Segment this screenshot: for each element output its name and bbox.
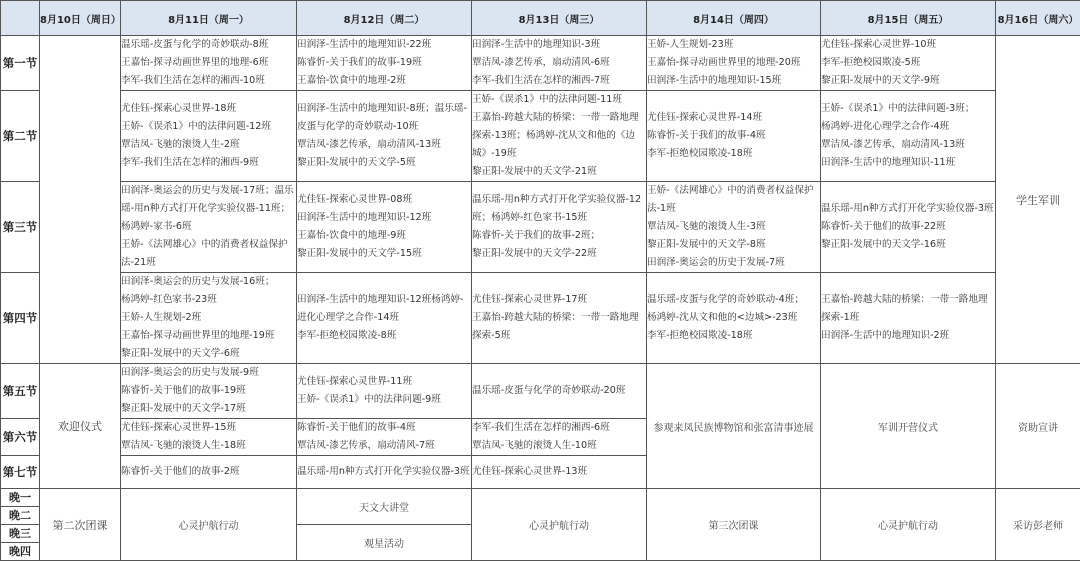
evening-period-label: 晚四 <box>1 543 40 561</box>
lesson-entry: 黎正阳-发展中的天文学-5班 <box>297 154 471 172</box>
period-row-3 <box>1 182 1080 273</box>
schedule-cell-p1-wed <box>472 36 647 91</box>
lesson-entry: 尤佳钰-探索心灵世界-10班 <box>821 36 995 54</box>
wednesday-evening: 心灵护航行动 <box>472 489 647 561</box>
saturday-military-training: 学生军训 <box>996 36 1080 364</box>
lesson-entry: 黎正阳-发展中的天文学-15班 <box>297 245 471 263</box>
lesson-entry: 李军-拒绝校园欺凌-18班 <box>647 145 820 163</box>
schedule-cell-p2-thu <box>647 91 821 182</box>
period-label: 第四节 <box>1 273 40 364</box>
lesson-entry: 黎正阳-发展中的天文学-6班 <box>121 345 296 363</box>
lesson-entry: 王娇-《误杀1》中的法律问题-9班 <box>297 391 471 409</box>
lesson-entry: 尤佳钰-探索心灵世界-15班 <box>121 419 296 437</box>
schedule-cell-p7-tue <box>297 456 472 489</box>
lesson-entry: 温乐瑶-皮蛋与化学的奇妙联动-8班 <box>121 36 296 54</box>
schedule-cell-p4-wed <box>472 273 647 364</box>
lesson-entry: 王娇-《误杀1》中的法律问题-12班 <box>121 118 296 136</box>
schedule-cell-p4-tue <box>297 273 472 364</box>
lesson-entry: 温乐瑶-皮蛋与化学的奇妙联动-20班 <box>472 382 646 400</box>
lesson-entry: 王娇-人生规划-2班 <box>121 309 296 327</box>
header-day-mon: 8月11日（周一） <box>121 1 297 36</box>
lesson-entry: 温乐瑶-皮蛋与化学的奇妙联动-4班； <box>647 291 820 309</box>
period-row-4 <box>1 273 1080 364</box>
sunday-evening: 第二次团课 <box>40 489 121 561</box>
schedule-cell-p7-mon <box>121 456 297 489</box>
lesson-entry: 王嘉怡-探寻动画世界里的地理-19班 <box>121 327 296 345</box>
lesson-entry: 田润泽-生活中的地理知识-12班杨鸿婷-进化心理学之合作-14班 <box>297 291 471 327</box>
period-row-1 <box>1 36 1080 91</box>
schedule-cell-p5-wed <box>472 364 647 419</box>
schedule-cell-p2-mon <box>121 91 297 182</box>
lesson-entry: 黎正阳-发展中的天文学-22班 <box>472 245 646 263</box>
lesson-entry: 陈睿忻-关于我们的故事-2班； <box>472 227 646 245</box>
tuesday-evening-lecture: 天文大讲堂 <box>297 489 472 525</box>
lesson-entry: 田润泽-奥运会的历史与发展-16班； <box>121 273 296 291</box>
lesson-entry: 王娇-人生规划-23班 <box>647 36 820 54</box>
header-day-fri: 8月15日（周五） <box>821 1 996 36</box>
header-day-wed: 8月13日（周三） <box>472 1 647 36</box>
lesson-entry: 李军-拒绝校园欺凌-8班 <box>297 327 471 345</box>
lesson-entry: 王娇-《法网雄心》中的消费者权益保护法-1班 <box>647 182 820 218</box>
evening-period-label: 晚三 <box>1 525 40 543</box>
sunday-welcome-ceremony: 欢迎仪式 <box>40 364 121 489</box>
lesson-entry: 李军-我们生活在怎样的湘西-7班 <box>472 72 646 90</box>
lesson-entry: 王娇-《误杀1》中的法律问题-11班 <box>472 91 646 109</box>
lesson-entry: 李军-我们生活在怎样的湘西-10班 <box>121 72 296 90</box>
schedule-cell-p6-tue <box>297 419 472 456</box>
lesson-entry: 温乐瑶-用n种方式打开化学实验仪器-12班；杨鸿婷-红色家书-15班 <box>472 191 646 227</box>
lesson-entry: 李军-我们生活在怎样的湘西-6班 <box>472 419 646 437</box>
lesson-entry: 覃洁凤-漆艺传承，扇动清风-7班 <box>297 437 471 455</box>
schedule-cell-p3-mon <box>121 182 297 273</box>
lesson-entry: 田润泽-生活中的地理知识-3班 <box>472 36 646 54</box>
period-row-2 <box>1 91 1080 182</box>
schedule-cell-p1-mon <box>121 36 297 91</box>
period-row-5 <box>1 364 1080 419</box>
lesson-entry: 陈睿忻-关于我们的故事-19班 <box>297 54 471 72</box>
lesson-entry: 覃洁凤-漆艺传承，扇动清风-13班 <box>297 136 471 154</box>
lesson-entry: 覃洁凤-飞驰的滚烫人生-2班 <box>121 136 296 154</box>
lesson-entry: 尤佳钰-探索心灵世界-18班 <box>121 100 296 118</box>
lesson-entry: 温乐瑶-用n种方式打开化学实验仪器-3班 <box>821 200 995 218</box>
schedule-cell-p6-mon <box>121 419 297 456</box>
header-corner <box>1 1 40 36</box>
lesson-entry: 杨鸿婷-红色家书-23班 <box>121 291 296 309</box>
lesson-entry: 陈睿忻-关于他们的故事-2班 <box>121 463 296 481</box>
lesson-entry: 田润泽-生活中的地理知识-12班 <box>297 209 471 227</box>
thursday-museum-visit: 参观来凤民族博物馆和张富清事迹展 <box>647 364 821 489</box>
schedule-cell-p7-wed <box>472 456 647 489</box>
lesson-entry: 田润泽-奥运会的历史与发展-17班；温乐瑶-用n种方式打开化学实验仪器-11班；杨鸿婷-家书-6班 <box>121 182 296 236</box>
schedule-cell-p4-mon <box>121 273 297 364</box>
lesson-entry: 黎正阳-发展中的天文学-9班 <box>821 72 995 90</box>
lesson-entry: 黎正阳-发展中的天文学-16班 <box>821 236 995 254</box>
lesson-entry: 陈睿忻-关于他们的故事-22班 <box>821 218 995 236</box>
lesson-entry: 陈睿忻-关于我们的故事-4班 <box>647 127 820 145</box>
lesson-entry: 黎正阳-发展中的天文学-17班 <box>121 400 296 418</box>
schedule-cell-p1-thu <box>647 36 821 91</box>
header-day-sat: 8月16日（周六） <box>996 1 1080 36</box>
schedule-cell-p3-tue <box>297 182 472 273</box>
period-label: 第三节 <box>1 182 40 273</box>
header-day-tue: 8月12日（周二） <box>297 1 472 36</box>
lesson-entry: 覃洁凤-飞驰的滚烫人生-18班 <box>121 437 296 455</box>
lesson-entry: 陈睿忻-关于他们的故事-4班 <box>297 419 471 437</box>
lesson-entry: 温乐瑶-用n种方式打开化学实验仪器-3班 <box>297 463 471 481</box>
schedule-cell-p1-fri <box>821 36 996 91</box>
lesson-entry: 王娇-《误杀1》中的法律问题-3班； <box>821 100 995 118</box>
header-day-sun: 8月10日（周日） <box>40 1 121 36</box>
friday-evening: 心灵护航行动 <box>821 489 996 561</box>
schedule-cell-p1-tue <box>297 36 472 91</box>
saturday-evening: 采访彭老师 <box>996 489 1080 561</box>
schedule-cell-p5-mon <box>121 364 297 419</box>
lesson-entry: 黎正阳-发展中的天文学-8班 <box>647 236 820 254</box>
friday-military-opening: 军训开营仪式 <box>821 364 996 489</box>
lesson-entry: 王娇-《法网雄心》中的消费者权益保护法-21班 <box>121 236 296 272</box>
schedule-cell-p3-thu <box>647 182 821 273</box>
evening-period-label: 晚二 <box>1 507 40 525</box>
saturday-aid-talk: 资助宣讲 <box>996 364 1080 489</box>
thursday-evening: 第三次团课 <box>647 489 821 561</box>
header-day-thu: 8月14日（周四） <box>647 1 821 36</box>
schedule-cell-p5-tue <box>297 364 472 419</box>
lesson-entry: 尤佳钰-探索心灵世界-14班 <box>647 109 820 127</box>
lesson-entry: 尤佳钰-探索心灵世界-17班 <box>472 291 646 309</box>
lesson-entry: 王嘉怡-跨越大陆的桥梁：一带一路地理探索-13班；杨鸿婷-沈从文和他的《边城》-19班 <box>472 109 646 163</box>
lesson-entry: 王嘉怡-探寻动画世界里的地理-6班 <box>121 54 296 72</box>
sunday-morning-cell <box>40 36 121 364</box>
lesson-entry: 王嘉怡-饮食中的地理-2班 <box>297 72 471 90</box>
lesson-entry: 王嘉怡-跨越大陆的桥梁：一带一路地理探索-5班 <box>472 309 646 345</box>
lesson-entry: 杨鸿婷-进化心理学之合作-4班 <box>821 118 995 136</box>
lesson-entry: 王嘉怡-跨越大陆的桥梁：一带一路地理探索-1班 <box>821 291 995 327</box>
period-label: 第七节 <box>1 456 40 489</box>
header-row <box>1 1 1080 36</box>
lesson-entry: 田润泽-生活中的地理知识-11班 <box>821 154 995 172</box>
schedule-cell-p4-fri <box>821 273 996 364</box>
lesson-entry: 覃洁凤-漆艺传承，扇动清风-6班 <box>472 54 646 72</box>
lesson-entry: 李军-我们生活在怎样的湘西-9班 <box>121 154 296 172</box>
lesson-entry: 田润泽-生活中的地理知识-15班 <box>647 72 820 90</box>
period-label: 第五节 <box>1 364 40 419</box>
lesson-entry: 尤佳钰-探索心灵世界-08班 <box>297 191 471 209</box>
monday-evening: 心灵护航行动 <box>121 489 297 561</box>
evening-row-1 <box>1 489 1080 507</box>
schedule-cell-p2-fri <box>821 91 996 182</box>
period-label: 第二节 <box>1 91 40 182</box>
lesson-entry: 王嘉怡-探寻动画世界里的地理-20班 <box>647 54 820 72</box>
lesson-entry: 田润泽-生活中的地理知识-2班 <box>821 327 995 345</box>
tuesday-evening-stargazing: 观星活动 <box>297 525 472 561</box>
lesson-entry: 田润泽-奥运会的历史与发展-9班 <box>121 364 296 382</box>
lesson-entry: 李军-拒绝校园欺凌-5班 <box>821 54 995 72</box>
schedule-cell-p4-thu <box>647 273 821 364</box>
period-label: 第一节 <box>1 36 40 91</box>
period-label: 第六节 <box>1 419 40 456</box>
lesson-entry: 覃洁凤-飞驰的滚烫人生-3班 <box>647 218 820 236</box>
lesson-entry: 田润泽-奥运会的历史于发展-7班 <box>647 254 820 272</box>
lesson-entry: 尤佳钰-探索心灵世界-11班 <box>297 373 471 391</box>
lesson-entry: 田润泽-生活中的地理知识-8班；温乐瑶-皮蛋与化学的奇妙联动-10班 <box>297 100 471 136</box>
lesson-entry: 王嘉怡-饮食中的地理-9班 <box>297 227 471 245</box>
lesson-entry: 黎正阳-发展中的天文学-21班 <box>472 163 646 181</box>
schedule-cell-p3-wed <box>472 182 647 273</box>
evening-period-label: 晚一 <box>1 489 40 507</box>
schedule-cell-p2-wed <box>472 91 647 182</box>
schedule-cell-p3-fri <box>821 182 996 273</box>
lesson-entry: 覃洁凤-飞驰的滚烫人生-10班 <box>472 437 646 455</box>
lesson-entry: 陈睿忻-关于他们的故事-19班 <box>121 382 296 400</box>
lesson-entry: 尤佳钰-探索心灵世界-13班 <box>472 463 646 481</box>
lesson-entry: 杨鸿婷-沈从文和他的<边城>-23班 <box>647 309 820 327</box>
lesson-entry: 田润泽-生活中的地理知识-22班 <box>297 36 471 54</box>
lesson-entry: 覃洁凤-漆艺传承，扇动清风-13班 <box>821 136 995 154</box>
lesson-entry: 李军-拒绝校园欺凌-18班 <box>647 327 820 345</box>
schedule-cell-p2-tue <box>297 91 472 182</box>
schedule-cell-p6-wed <box>472 419 647 456</box>
